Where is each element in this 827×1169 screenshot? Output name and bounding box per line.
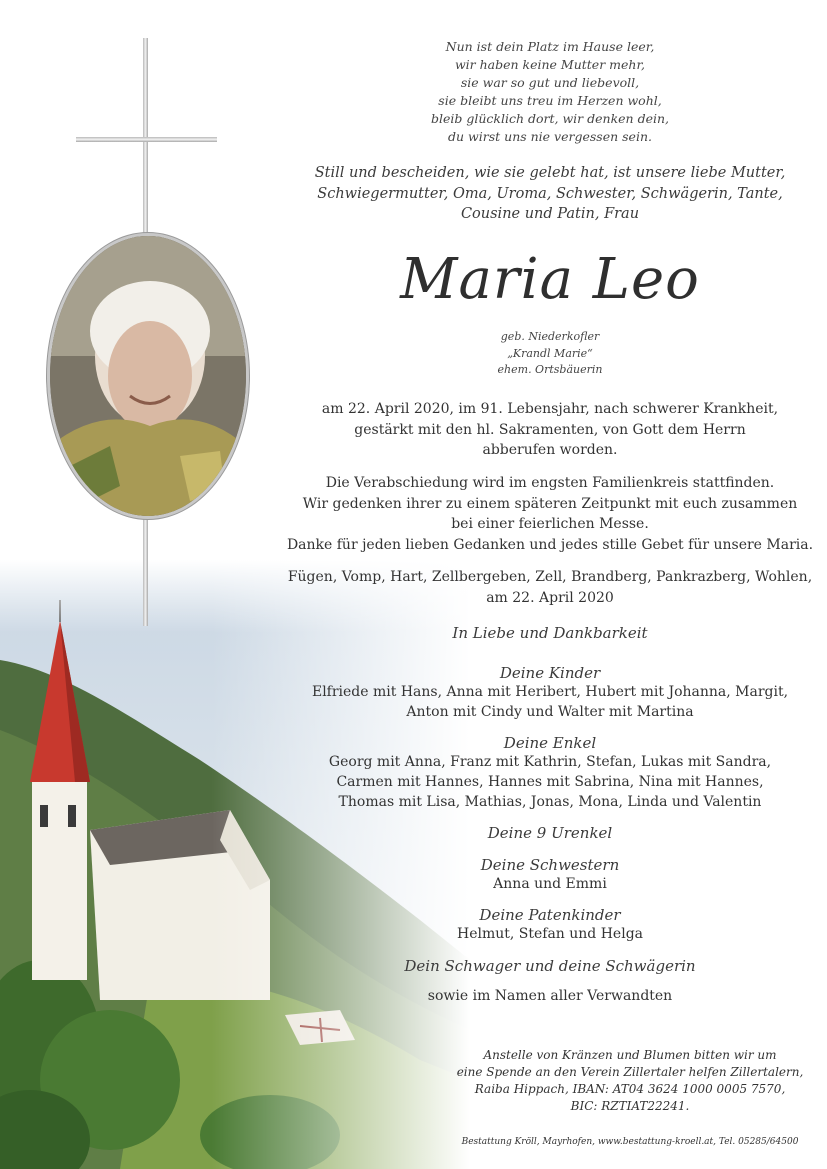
intro-line: Still und bescheiden, wie sie gelebt hat, ist unsere liebe Mutter, bbox=[314, 165, 786, 181]
mourning-heading: In Liebe und Dankbarkeit bbox=[452, 624, 648, 642]
donation-line: BIC: RZTIAT22241. bbox=[570, 1099, 690, 1113]
poem-line: Nun ist dein Platz im Hause leer, bbox=[445, 39, 655, 54]
poem-line: sie bleibt uns treu im Herzen wohl, bbox=[438, 93, 662, 108]
group-line: Thomas mit Lisa, Mathias, Jonas, Mona, Linda und Valentin bbox=[338, 794, 762, 810]
donation-line: eine Spende an den Verein Zillertaler helfen Zillertalern, bbox=[456, 1065, 804, 1079]
group-title: Deine Kinder bbox=[499, 664, 601, 682]
group-grandchildren bbox=[270, 734, 827, 812]
group-godchildren bbox=[270, 906, 827, 944]
death-notice-line: gestärkt mit den hl. Sakramenten, von Gott dem Herrn bbox=[354, 421, 746, 438]
places-and-date bbox=[270, 567, 827, 608]
group-line: Elfriede mit Hans, Anna mit Heribert, Hubert mit Johanna, Margit, bbox=[311, 684, 789, 700]
deceased-name: Maria Leo bbox=[400, 247, 700, 312]
farewell-line: Danke für jeden lieben Gedanken und jedes stille Gebet für unsere Maria. bbox=[286, 536, 814, 553]
group-in-laws bbox=[270, 957, 827, 975]
portrait-image bbox=[50, 236, 246, 516]
portrait-photo bbox=[47, 233, 249, 519]
group-sisters bbox=[270, 856, 827, 894]
group-title: Deine Patenkinder bbox=[479, 906, 621, 924]
intro-line: Schwiegermutter, Oma, Uroma, Schwester, Schwägerin, Tante, bbox=[317, 185, 783, 202]
places-line: Fügen, Vomp, Hart, Zellbergeben, Zell, Brandberg, Pankrazberg, Wohlen, bbox=[287, 569, 813, 585]
donation-request bbox=[430, 1047, 827, 1115]
poem-line: wir haben keine Mutter mehr, bbox=[454, 57, 646, 72]
group-line: Georg mit Anna, Franz mit Kathrin, Stefan, Lukas mit Sandra, bbox=[328, 754, 772, 770]
cross-horizontal bbox=[76, 137, 217, 142]
group-line: Carmen mit Hannes, Hannes mit Sabrina, Nina mit Hannes, bbox=[336, 774, 764, 790]
donation-line: Raiba Hippach, IBAN: AT04 3624 1000 0005 7570, bbox=[474, 1082, 786, 1096]
farewell-line: Die Verabschiedung wird im engsten Familienkreis stattfinden. bbox=[325, 475, 775, 491]
group-great-grandchildren bbox=[270, 824, 827, 842]
funeral-home-footer: Bestattung Kröll, Mayrhofen, www.bestattung-kroell.at, Tel. 05285/64500 bbox=[461, 1137, 799, 1147]
subtitle-line: „Krandl Marie“ bbox=[507, 346, 593, 360]
group-line: Anna und Emmi bbox=[493, 876, 607, 892]
group-title: Deine Enkel bbox=[503, 734, 597, 752]
group-children bbox=[270, 664, 827, 722]
poem-line: bleib glücklich dort, wir denken dein, bbox=[430, 111, 669, 126]
farewell-line: Wir gedenken ihrer zu einem späteren Zeitpunkt mit euch zusammen bbox=[302, 495, 798, 512]
farewell-line: bei einer feierlichen Messe. bbox=[451, 516, 649, 532]
group-title: Deine Schwestern bbox=[480, 856, 620, 874]
group-line: Helmut, Stefan und Helga bbox=[456, 926, 643, 942]
places-line: am 22. April 2020 bbox=[486, 589, 614, 606]
death-notice-line: am 22. April 2020, im 91. Lebensjahr, nach schwerer Krankheit, bbox=[321, 401, 779, 417]
donation-line: Anstelle von Kränzen und Blumen bitten wir um bbox=[483, 1048, 777, 1062]
group-line: Anton mit Cindy und Walter mit Martina bbox=[406, 704, 694, 720]
farewell-text bbox=[270, 473, 827, 555]
poem-line: sie war so gut und liebevoll, bbox=[460, 75, 640, 90]
poem bbox=[270, 38, 827, 146]
intro-text bbox=[270, 163, 827, 225]
poem-line: du wirst uns nie vergessen sein. bbox=[448, 129, 652, 144]
death-notice-line: abberufen worden. bbox=[482, 442, 618, 458]
subtitle-line: geb. Niederkofler bbox=[500, 330, 600, 343]
name-subtitle bbox=[270, 329, 827, 379]
intro-line: Cousine und Patin, Frau bbox=[460, 206, 640, 222]
group-title: Deine 9 Urenkel bbox=[487, 824, 613, 842]
death-notice bbox=[270, 399, 827, 461]
subtitle-line: ehem. Ortsbäuerin bbox=[497, 363, 603, 376]
group-title: Dein Schwager und deine Schwägerin bbox=[404, 957, 696, 975]
closing-line: sowie im Namen aller Verwandten bbox=[427, 988, 673, 1004]
